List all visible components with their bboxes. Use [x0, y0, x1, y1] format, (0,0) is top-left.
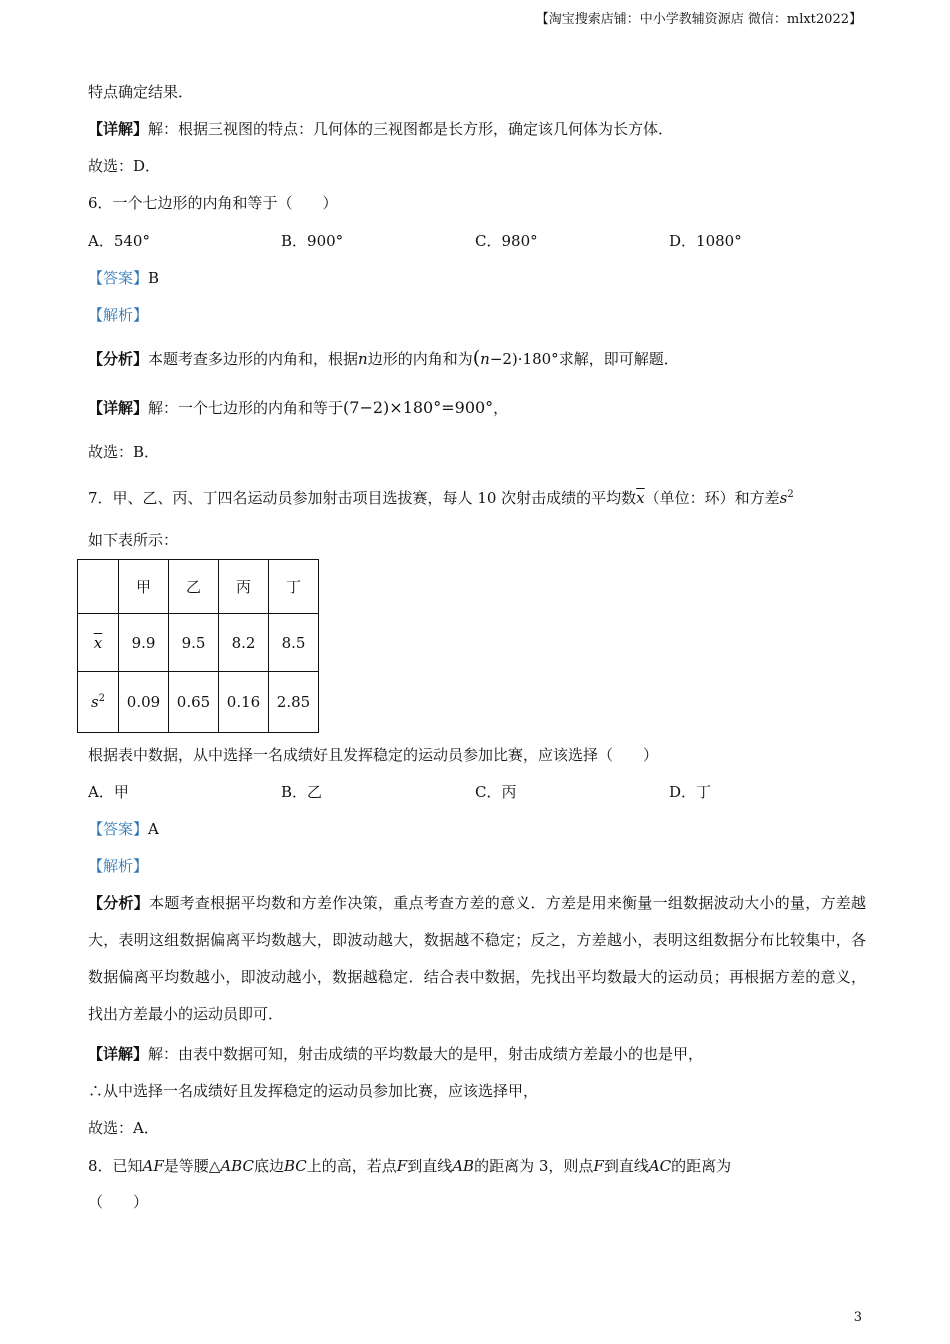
page-number: 3: [853, 1310, 862, 1325]
q8-stem-line2: （ ）: [88, 1193, 149, 1211]
q8-text: 到直线: [407, 1157, 453, 1175]
q7-stem-pre: 7．甲、乙、丙、丁四名运动员参加射击项目选拔赛，每人 10 次射击成绩的平均数: [88, 489, 637, 507]
q7-stem: [88, 487, 794, 509]
q6-option-c: C．980°: [475, 232, 538, 250]
q7-option-c: C．丙: [475, 783, 517, 801]
table-header-yi: 乙: [169, 560, 219, 614]
q7-stem-mid: （单位：环）和方差: [644, 489, 780, 507]
table-cell: 8.2: [219, 614, 269, 672]
q6-detail-post: ，: [493, 399, 509, 417]
q5-tail-line: 特点确定结果．: [88, 83, 194, 101]
table-cell: 9.9: [119, 614, 169, 672]
table-header-bing: 丙: [219, 560, 269, 614]
fenxi-tag: 【分析】: [88, 350, 149, 368]
q7-s: s: [779, 489, 788, 507]
q6-fenxi: [88, 347, 679, 370]
q8-text: 是等腰: [163, 1157, 209, 1175]
s-symbol: s: [90, 693, 99, 711]
table-header-row: [78, 560, 319, 614]
xbar-symbol: $\overline{x}$: [93, 633, 103, 652]
q8-text: 上的高，若点: [306, 1157, 397, 1175]
q6-formula-paren: (: [472, 347, 481, 369]
q6-formula-n: n: [480, 350, 490, 368]
q7-s-sup: 2: [787, 489, 794, 500]
q6-detail-pre: 解：一个七边形的内角和等于: [148, 399, 344, 417]
q6-analysis-tag: 【解析】: [88, 306, 149, 324]
q7-fenxi-text: 本题考查根据平均数和方差作决策，重点考查方差的意义．方差是用来衡量一组数据波动大小的量，方差越大，表明这组数据偏离平均数越大，即波动越大，数据越不稳定；反之，方差越小，表明这组数据分布比较集中，各数据偏离平均数越小，即波动越小，数据越稳定．结合表中数据，先找出平均数最大的运动员；再根据方差的意义，找出方差最小的运动员即可．: [88, 894, 866, 1023]
q8-var-f: F: [593, 1157, 604, 1175]
q7-detail-text: 解：由表中数据可知，射击成绩的平均数最大的是甲，射击成绩方差最小的也是甲，: [148, 1045, 704, 1063]
q5-choice: 故选：D．: [88, 157, 161, 175]
q8-var-triangle: △ABC: [208, 1157, 254, 1175]
q6-stem: 6．一个七边形的内角和等于（ ）: [88, 194, 338, 212]
q6-fenxi-n: n: [358, 350, 368, 368]
q8-var-bc: BC: [283, 1157, 307, 1175]
q8-text: 的距离为 3，则点: [474, 1157, 594, 1175]
q7-detail-line2: ∴从中选择一名成绩好且发挥稳定的运动员参加比赛，应该选择甲，: [88, 1082, 539, 1100]
table-row: [78, 672, 319, 733]
q6-detail: [88, 397, 508, 419]
q6-fenxi-pre: 本题考查多边形的内角和，根据: [148, 350, 359, 368]
table-header-ding: 丁: [269, 560, 319, 614]
q8-var-ac: AC: [648, 1157, 672, 1175]
q7-analysis-tag: 【解析】: [88, 857, 149, 875]
q7-xbar: $\overline{x}$: [636, 489, 645, 507]
table-corner-cell: [78, 560, 119, 614]
q6-answer: [88, 267, 159, 289]
q7-question: 根据表中数据，从中选择一名成绩好且发挥稳定的运动员参加比赛，应该选择（ ）: [88, 746, 659, 764]
q7-option-b: B．乙: [281, 783, 323, 801]
q7-stem-line2: 如下表所示：: [88, 531, 179, 549]
q5-detail-text: 解：根据三视图的特点：几何体的三视图都是长方形，确定该几何体为长方体．: [148, 120, 674, 138]
table-cell: 9.5: [169, 614, 219, 672]
q6-option-d: D．1080°: [669, 232, 742, 250]
table-cell: 0.16: [219, 672, 269, 733]
q7-detail: [88, 1043, 703, 1065]
detail-tag: 【详解】: [88, 120, 149, 138]
q7-option-d: D．丁: [669, 783, 712, 801]
q6-formula-rest: −2)·180°: [489, 350, 559, 368]
table-header-jia: 甲: [119, 560, 169, 614]
q8-var-af: AF: [142, 1157, 164, 1175]
detail-tag: 【详解】: [88, 399, 149, 417]
q5-detail: [88, 118, 673, 140]
q7-answer-value: A: [148, 820, 159, 838]
q6-option-a: A．540°: [88, 232, 150, 250]
table-cell: 0.65: [169, 672, 219, 733]
table-cell: 8.5: [269, 614, 319, 672]
q8-text: 8．已知: [88, 1157, 143, 1175]
detail-tag: 【详解】: [88, 1045, 149, 1063]
table-row: [78, 614, 319, 672]
answer-tag: 【答案】: [88, 269, 149, 287]
q6-choice: 故选：B．: [88, 443, 160, 461]
table-cell: 2.85: [269, 672, 319, 733]
q6-answer-value: B: [148, 269, 160, 287]
q6-option-b: B．900°: [281, 232, 344, 250]
q8-text: 的距离为: [671, 1157, 732, 1175]
q6-detail-formula: (7−2)×180°=900°: [343, 398, 494, 417]
q6-fenxi-post: 求解，即可解题．: [558, 350, 679, 368]
q8-var-ab: AB: [452, 1157, 475, 1175]
q7-option-a: A．甲: [88, 783, 129, 801]
fenxi-tag: 【分析】: [88, 894, 150, 912]
q7-choice: 故选：A．: [88, 1119, 159, 1137]
table-cell: 0.09: [119, 672, 169, 733]
q8-stem: [88, 1155, 731, 1177]
q8-text: 底边: [253, 1157, 284, 1175]
table-row-label-variance: [78, 672, 119, 733]
q8-var-f: F: [396, 1157, 408, 1175]
q6-fenxi-mid: 边形的内角和为: [367, 350, 473, 368]
q7-data-table: [77, 559, 319, 733]
q7-answer: [88, 818, 159, 840]
answer-tag: 【答案】: [88, 820, 149, 838]
s-sup: 2: [98, 693, 106, 704]
page-header: 【淘宝搜索店铺：中小学教辅资源店 微信：mlxt2022】: [535, 12, 862, 27]
q8-text: 到直线: [603, 1157, 649, 1175]
table-row-label-mean: [78, 614, 119, 672]
q7-fenxi: [88, 885, 866, 1035]
